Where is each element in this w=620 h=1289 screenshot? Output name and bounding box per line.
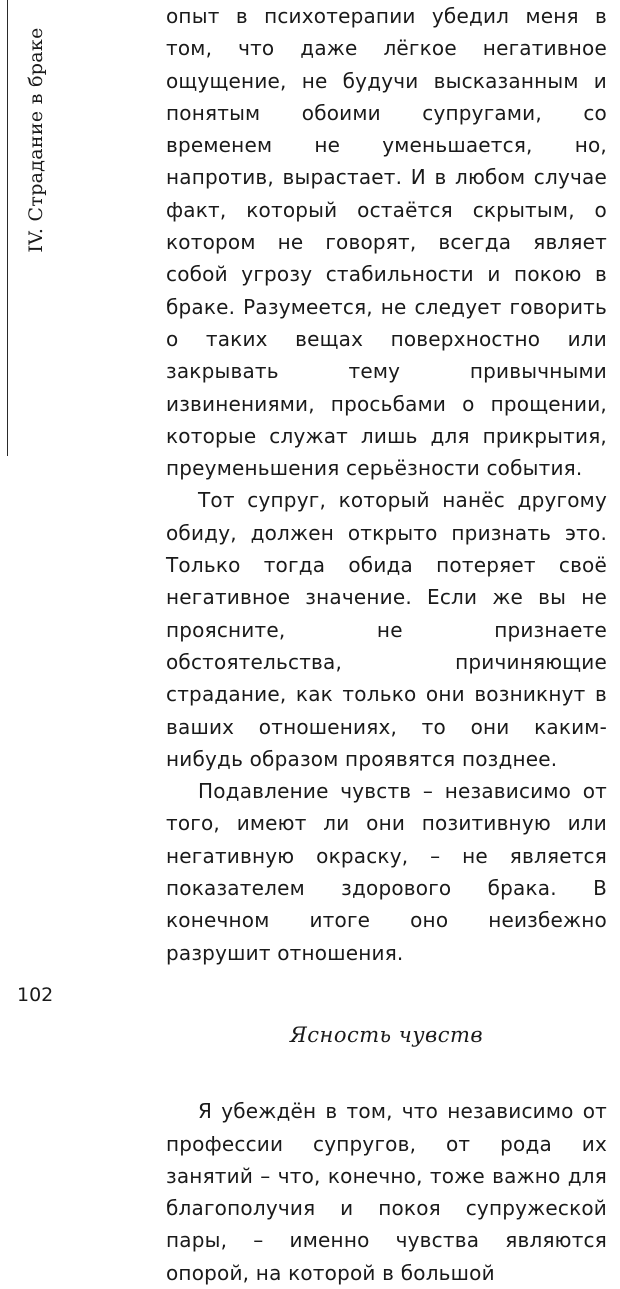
paragraph-continued: опыт в психотерапии убедил меня в том, что даже лёгкое негативное ощущение, не будучи высказанным и понятым обоими супругами, со временем не уменьшается, но, напротив, вырастает. И в любом случае факт, который остаётся скрытым, о котором не говорят, всегда являет собой угрозу стабильности и покою в браке. Разумеется, не следует говорить о таких вещах поверхностно или закрывать тему привычными извинениями, просьбами о прощении, которые служат лишь для прикрытия, преуменьшения серьёзности события. — [166, 4, 607, 481]
running-head: IV. Страдание в браке — [25, 27, 47, 253]
paragraph: Подавление чувств – независимо от того, имеют ли они позитивную или негативную окраску, – не является показателем здорового брака. В конечном итоге оно неизбежно разрушит отношения. — [166, 779, 607, 965]
paragraph: Я убеждён в том, что независимо от профессии супругов, от рода их занятий – что, конечно, тоже важно для благополучия и покоя супружеской пары, – именно чувства являются опорой, на которой в большой — [166, 1099, 607, 1285]
page-number: 102 — [17, 984, 54, 1006]
body-text — [166, 0, 607, 1289]
margin-rule — [7, 0, 8, 456]
paragraph: Тот супруг, который нанёс другому обиду, должен открыто признать это. Только тогда обида потеряет своё негативное значение. Если же вы не проясните, не признаете обстоятельства, причиняющие страдание, как только они возникнут в ваших отношениях, то они каким-нибудь образом проявятся позднее. — [166, 488, 607, 771]
section-heading: Ясность чувств — [289, 1022, 484, 1047]
